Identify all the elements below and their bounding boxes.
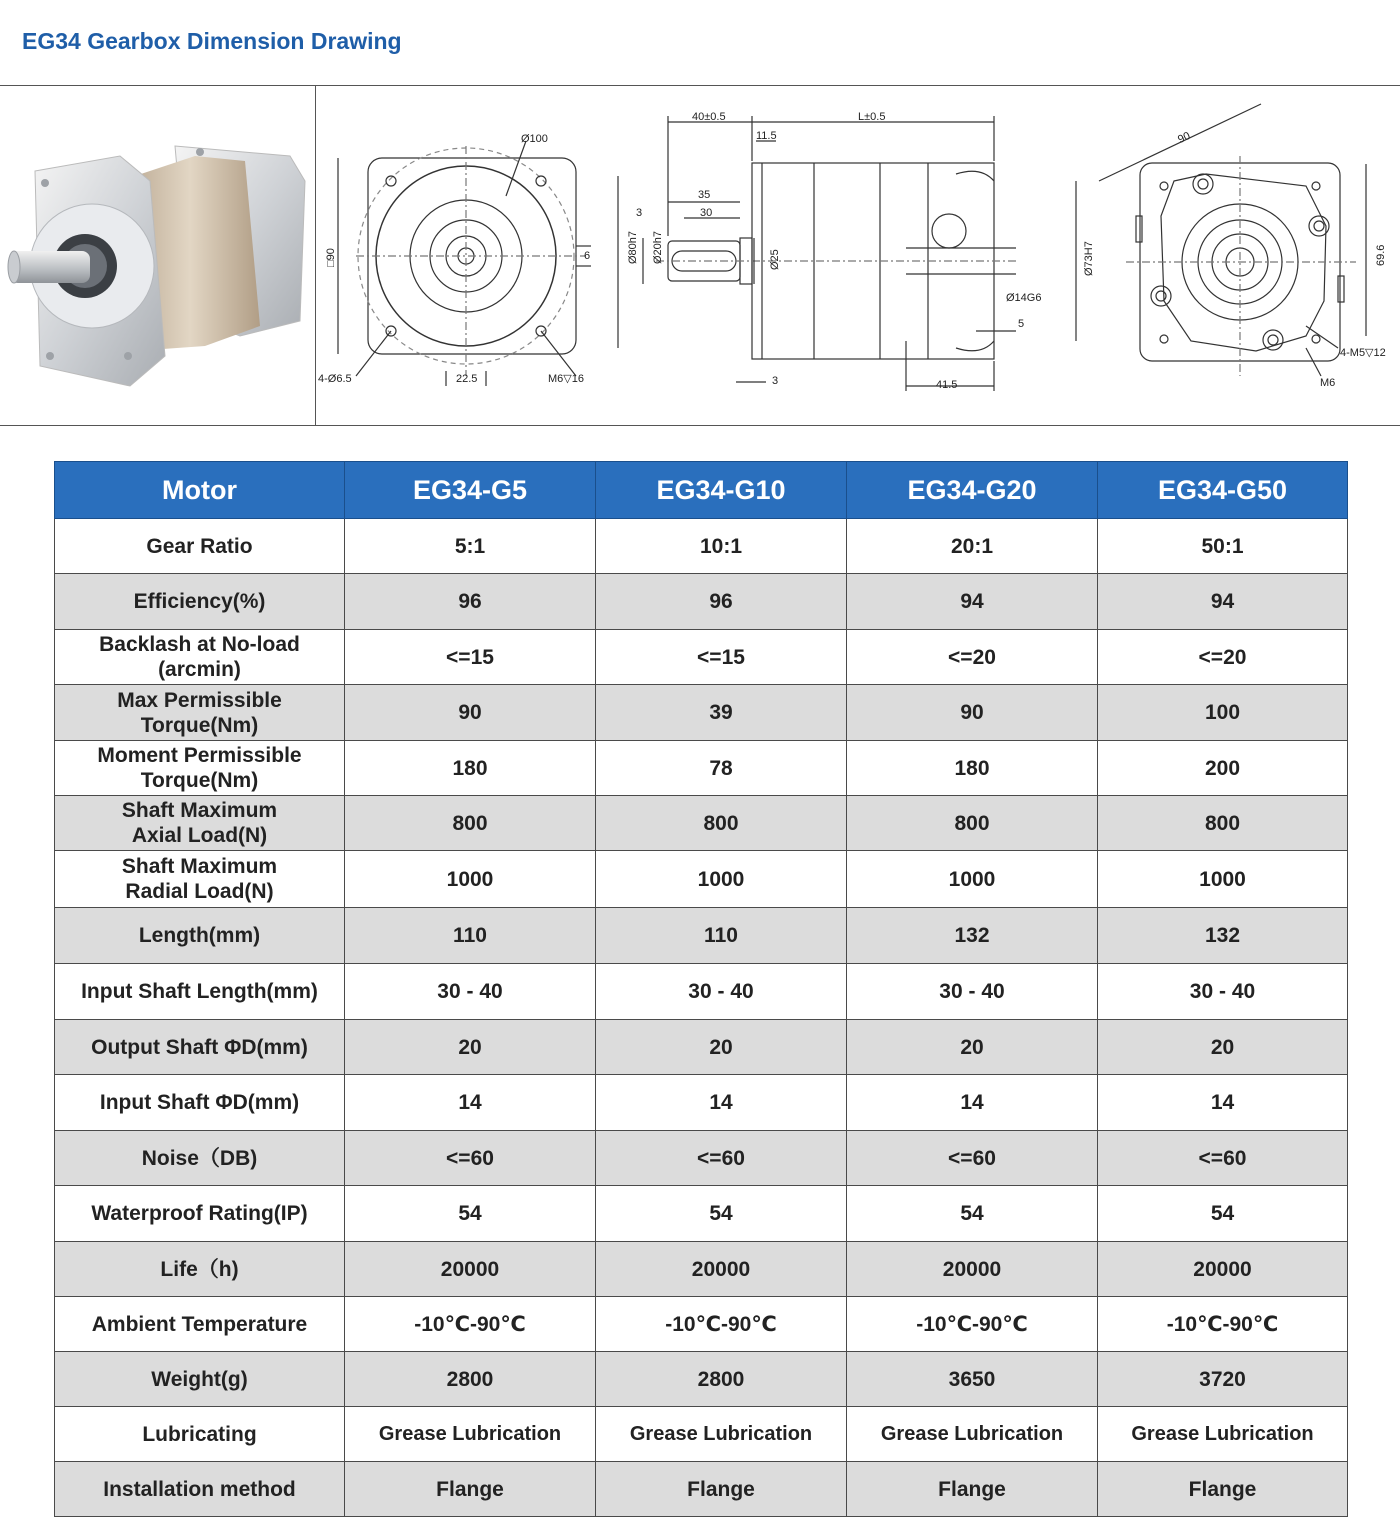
row-value: 132 — [1098, 908, 1348, 964]
row-value: 94 — [847, 574, 1098, 630]
table-row — [55, 685, 1348, 741]
row-value: 1000 — [596, 851, 847, 908]
row-label: Life（h) — [55, 1242, 345, 1297]
header-eg34-g50: EG34-G50 — [1098, 462, 1348, 519]
row-value: 30 - 40 — [345, 964, 596, 1020]
row-value: 180 — [345, 741, 596, 796]
row-value: <=60 — [596, 1131, 847, 1186]
row-value: 14 — [847, 1075, 1098, 1131]
row-value: 2800 — [596, 1352, 847, 1407]
row-value: Grease Lubrication — [847, 1407, 1098, 1462]
row-value: 800 — [345, 796, 596, 851]
row-label: Input Shaft ΦD(mm) — [55, 1075, 345, 1131]
dim-side-l35: 35 — [698, 189, 711, 201]
dim-side-d73: Ø73H7 — [1083, 241, 1095, 276]
row-value: 78 — [596, 741, 847, 796]
row-label: Output Shaft ΦD(mm) — [55, 1020, 345, 1075]
header-eg34-g10: EG34-G10 — [596, 462, 847, 519]
dim-front-d100: Ø100 — [521, 133, 548, 145]
dim-side-l115: 11.5 — [756, 130, 777, 142]
row-value: 20 — [1098, 1020, 1348, 1075]
dim-rear-m6: M6 — [1320, 377, 1336, 389]
row-value: <=15 — [345, 630, 596, 685]
dim-rear-l90: 90 — [1176, 129, 1193, 146]
table-row — [55, 851, 1348, 908]
row-value: Flange — [847, 1462, 1098, 1517]
row-value: -10℃-90℃ — [345, 1297, 596, 1352]
header-motor: Motor — [55, 462, 345, 519]
row-value: 20000 — [847, 1242, 1098, 1297]
row-value: 14 — [1098, 1075, 1348, 1131]
dim-side-l30: 30 — [700, 207, 713, 219]
row-value: 110 — [345, 908, 596, 964]
row-label: Lubricating — [55, 1407, 345, 1462]
row-value: 10:1 — [596, 519, 847, 574]
dim-side-d20: Ø20h7 — [652, 230, 664, 264]
dim-side-lL: L±0.5 — [858, 111, 886, 123]
table-row — [55, 796, 1348, 851]
spec-table-header-row — [55, 462, 1348, 519]
dim-front-sq90: □90 — [325, 248, 337, 267]
row-value: Flange — [596, 1462, 847, 1517]
row-value: Grease Lubrication — [345, 1407, 596, 1462]
table-row — [55, 1075, 1348, 1131]
dim-side-l40: 40±0.5 — [692, 111, 726, 123]
row-value: 20000 — [345, 1242, 596, 1297]
row-value: Grease Lubrication — [1098, 1407, 1348, 1462]
table-row — [55, 741, 1348, 796]
row-value: 1000 — [345, 851, 596, 908]
table-row — [55, 1242, 1348, 1297]
row-value: 3650 — [847, 1352, 1098, 1407]
table-row — [55, 1131, 1348, 1186]
row-value: 50:1 — [1098, 519, 1348, 574]
dim-side-d25: Ø25 — [769, 249, 781, 270]
dim-side-l3a: 3 — [636, 207, 643, 219]
row-value: 2800 — [345, 1352, 596, 1407]
row-value: <=60 — [1098, 1131, 1348, 1186]
row-label: Gear Ratio — [55, 519, 345, 574]
dim-side-d14: Ø14G6 — [1006, 292, 1042, 304]
row-value: 54 — [345, 1186, 596, 1242]
dim-side-l3b: 3 — [772, 375, 779, 387]
row-label: Moment Permissible Torque(Nm) — [55, 741, 345, 796]
dim-front-d6: 6 — [584, 250, 591, 262]
row-value: 800 — [1098, 796, 1348, 851]
row-label: Shaft Maximum Axial Load(N) — [55, 796, 345, 851]
table-row — [55, 1020, 1348, 1075]
row-label: Ambient Temperature — [55, 1297, 345, 1352]
row-label: Weight(g) — [55, 1352, 345, 1407]
table-row — [55, 1407, 1348, 1462]
row-value: 90 — [345, 685, 596, 741]
row-value: <=20 — [847, 630, 1098, 685]
dim-front-m6: M6▽16 — [548, 373, 584, 385]
table-row — [55, 1352, 1348, 1407]
row-label: Shaft Maximum Radial Load(N) — [55, 851, 345, 908]
dim-front-w225: 22.5 — [456, 373, 478, 385]
row-value: 100 — [1098, 685, 1348, 741]
row-value: 54 — [847, 1186, 1098, 1242]
row-value: 20000 — [596, 1242, 847, 1297]
row-value: 1000 — [1098, 851, 1348, 908]
row-label: Length(mm) — [55, 908, 345, 964]
row-label: Waterproof Rating(IP) — [55, 1186, 345, 1242]
row-value: 5:1 — [345, 519, 596, 574]
row-value: -10℃-90℃ — [1098, 1297, 1348, 1352]
table-row — [55, 1186, 1348, 1242]
header-eg34-g20: EG34-G20 — [847, 462, 1098, 519]
row-value: 3720 — [1098, 1352, 1348, 1407]
row-value: 1000 — [847, 851, 1098, 908]
row-value: <=60 — [847, 1131, 1098, 1186]
row-value: -10℃-90℃ — [596, 1297, 847, 1352]
header-eg34-g5: EG34-G5 — [345, 462, 596, 519]
row-value: 14 — [345, 1075, 596, 1131]
dim-side-l415: 41.5 — [936, 379, 958, 391]
gearbox-photo — [0, 86, 315, 425]
spec-table — [54, 461, 1348, 1517]
table-row — [55, 630, 1348, 685]
row-value: 39 — [596, 685, 847, 741]
gearbox-photo-cell — [0, 86, 316, 425]
table-row — [55, 1297, 1348, 1352]
row-value: 54 — [1098, 1186, 1348, 1242]
dim-side-l5: 5 — [1018, 318, 1025, 330]
row-value: 96 — [345, 574, 596, 630]
row-value: Flange — [1098, 1462, 1348, 1517]
row-value: 200 — [1098, 741, 1348, 796]
table-row — [55, 1462, 1348, 1517]
technical-drawing — [316, 86, 1400, 425]
row-label: Backlash at No-load (arcmin) — [55, 630, 345, 685]
row-value: <=60 — [345, 1131, 596, 1186]
row-label: Input Shaft Length(mm) — [55, 964, 345, 1020]
row-value: Flange — [345, 1462, 596, 1517]
row-value: 30 - 40 — [596, 964, 847, 1020]
row-label: Noise（DB) — [55, 1131, 345, 1186]
row-value: 20:1 — [847, 519, 1098, 574]
row-value: 94 — [1098, 574, 1348, 630]
row-label: Max Permissible Torque(Nm) — [55, 685, 345, 741]
row-value: 20 — [847, 1020, 1098, 1075]
row-value: 54 — [596, 1186, 847, 1242]
row-value: 30 - 40 — [1098, 964, 1348, 1020]
row-value: <=15 — [596, 630, 847, 685]
table-row — [55, 964, 1348, 1020]
row-value: 90 — [847, 685, 1098, 741]
row-value: 20000 — [1098, 1242, 1348, 1297]
row-label: Efficiency(%) — [55, 574, 345, 630]
dim-rear-m5: 4-M5▽12 — [1340, 347, 1386, 359]
page-title: EG34 Gearbox Dimension Drawing — [22, 28, 402, 54]
row-value: 800 — [596, 796, 847, 851]
dimension-drawing-band — [0, 85, 1400, 426]
table-row — [55, 574, 1348, 630]
table-row — [55, 908, 1348, 964]
row-value: 20 — [345, 1020, 596, 1075]
row-value: 110 — [596, 908, 847, 964]
row-value: 20 — [596, 1020, 847, 1075]
row-value: <=20 — [1098, 630, 1348, 685]
row-value: 96 — [596, 574, 847, 630]
table-row — [55, 519, 1348, 574]
dim-rear-l696: 69.6 — [1375, 244, 1387, 266]
row-label: Installation method — [55, 1462, 345, 1517]
dim-side-d80: Ø80h7 — [627, 230, 639, 264]
row-value: 14 — [596, 1075, 847, 1131]
row-value: 30 - 40 — [847, 964, 1098, 1020]
dim-front-holes: 4-Ø6.5 — [318, 373, 352, 385]
row-value: 132 — [847, 908, 1098, 964]
row-value: 800 — [847, 796, 1098, 851]
row-value: 180 — [847, 741, 1098, 796]
row-value: Grease Lubrication — [596, 1407, 847, 1462]
row-value: -10℃-90℃ — [847, 1297, 1098, 1352]
